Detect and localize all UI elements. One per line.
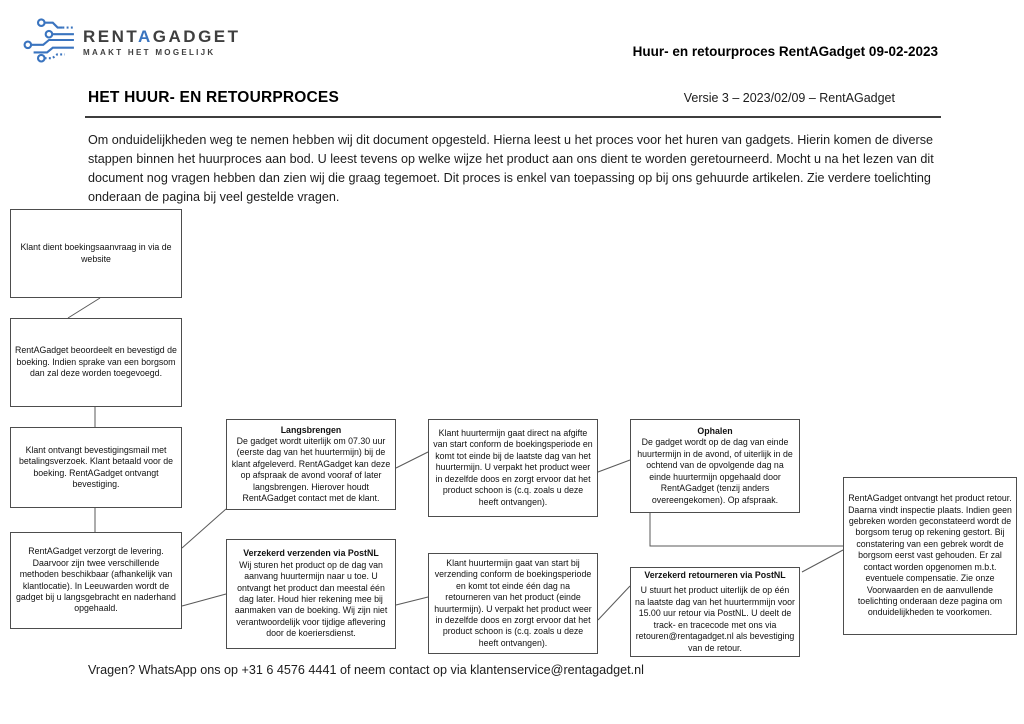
flow-box-text: RentAGadget verzorgt de levering. Daarvoor zijn twee verschillende methoden beschikbaar (afhankelijk van klantlocatie). In Leeuwarden wordt de gadget bij u langsgebracht en naderhand opgehaald. — [16, 546, 176, 614]
brand-tagline: MAAKT HET MOGELIJK — [83, 47, 216, 57]
version-label: Versie 3 – 2023/02/09 – RentAGadget — [683, 91, 895, 105]
connector-line — [598, 460, 630, 472]
flow-box-text: Klant ontvangt bevestigingsmail met betalingsverzoek. Klant betaald voor de boeking. RentAGadget ontvangt bevestiging. — [18, 444, 174, 489]
connector-line — [396, 452, 428, 468]
flow-box-title: Ophalen — [697, 426, 733, 437]
flow-box-title: Langsbrengen — [280, 424, 342, 435]
flow-box-title: Verzekerd retourneren via PostNL — [644, 570, 786, 581]
connector-line — [598, 586, 630, 620]
flow-box-delivery-methods — [10, 532, 182, 629]
flow-box-ophalen — [630, 419, 800, 513]
connector-line — [68, 298, 100, 318]
flow-box-verzekerd-verzenden — [226, 539, 396, 649]
flow-box-text: U stuurt het product uiterlijk de op één na laatste dag van het huurtermmijn voor 15.00 uur retour via PostNL. U deelt de track- en tracecode met ons via retouren@rentagadget.nl als bevestiging van de retour. — [635, 585, 795, 653]
connector-line — [802, 550, 843, 572]
flow-box-text: RentAGadget ontvangt het product retour. Daarna vindt inspectie plaats. Indien geen gebreken worden geconstateerd wordt de borgsom terug op rekening gestort. Bij constatering van een gebrek wordt de borgsom eerst vast gehouden. Er zal contact worden opgenomen m.b.t. eventuele compensatie. Zie onze Voorwaarden en de aanvullende toelichting onderaan deze pagina om onduidelijkheden te voorkomen. — [848, 493, 1012, 618]
connector-line — [182, 509, 226, 548]
flow-box-text: RentAGadget beoordeelt en bevestigd de boeking. Indien sprake van een borgsom dan zal deze worden toegevoegd. — [15, 345, 177, 379]
connector-line — [396, 597, 428, 605]
flow-box-text: Klant huurtermijn gaat van start bij verzending conform de boekingsperiode en komt tot einde één dag na retourneren van het product (einde huurtermijn). U verpakt het product weer in dezelfde doos en zorgt ervoor dat het product schoon is (c.q. zoals u deze heeft ontvangen). — [434, 557, 592, 648]
flow-box-langsbrengen — [226, 419, 396, 510]
footer-contact-line: Vragen? WhatsApp ons op +31 6 4576 4441 of neem contact op via klantenservice@rentagadget.nl — [88, 663, 644, 677]
flow-box-rental-term-shipping — [428, 553, 598, 654]
page-title: HET HUUR- EN RETOURPROCES — [88, 89, 340, 106]
flow-box-review-booking — [10, 318, 182, 407]
flow-box-text: Klant dient boekingsaanvraag in via de website — [20, 242, 172, 264]
flow-box-verzekerd-retourneren — [630, 567, 800, 657]
intro-paragraph: Om onduidelijkheden weg te nemen hebben wij dit document opgesteld. Hierna leest u het proces voor het huren van gadgets. Hierin komen de diverse stappen binnen het huurproces aan bod. U leest tevens op welke wijze het product aan ons dient te worden geretourneerd. Mocht u na het lezen van dit document nog vragen hebben dan zien wij die graag tegemoet. Dit proces is enkel van toepassing op bij ons gehuurde artikelen. Zie verdere toelichting onderaan de pagina bij veel gestelde vragen. — [88, 133, 934, 204]
connector-line — [182, 594, 226, 606]
flow-box-text: Wij sturen het product op de dag van aanvang huurtermijn naar u toe. U ontvangt het product dan meestal één dag later. Houd hier rekening mee bij aanmaken van de boeking. Wij zijn niet verantwoordelijk voor tijdige aflevering door de koeriersdienst. — [234, 559, 388, 639]
flow-box-text: De gadget wordt op de dag van einde huurtermijn in de avond, of uiterlijk in de ochtend van de opvolgende dag na einde huurtermijn opgehaald door RentAGadget (tenzij anders overeengekomen). Op afspraak. — [637, 437, 793, 505]
brand-letter-a: A — [138, 27, 153, 47]
flow-box-return-inspection — [843, 477, 1017, 635]
flow-box-text: Klant huurtermijn gaat direct na afgifte van start conform de boekingsperiode en komt tot einde bij de laatste dag van het huurtermijn. U verpakt het product weer in dezelfde doos en zorgt ervoor dat het product schoon is (c.q. zoals u deze heeft ontvangen). — [433, 428, 593, 507]
flow-box-title: Verzekerd verzenden via PostNL — [243, 548, 379, 559]
flow-box-confirmation-payment — [10, 427, 182, 508]
flow-box-rental-term-delivery — [428, 419, 598, 517]
document-reference: Huur- en retourproces RentAGadget 09-02-2023 — [632, 44, 938, 59]
brand-name: RENTAGADGET — [83, 27, 241, 47]
flow-box-booking-request — [10, 209, 182, 298]
flow-box-text: De gadget wordt uiterlijk om 07.30 uur (eerste dag van het huurtermijn) bij de klant afgeleverd. RentAGadget kan deze op afspraak de avond vooraf of later langsbrengen. Hierover houdt RentAGadget contact met de klant. — [231, 435, 391, 504]
connector-elbow — [650, 513, 843, 546]
